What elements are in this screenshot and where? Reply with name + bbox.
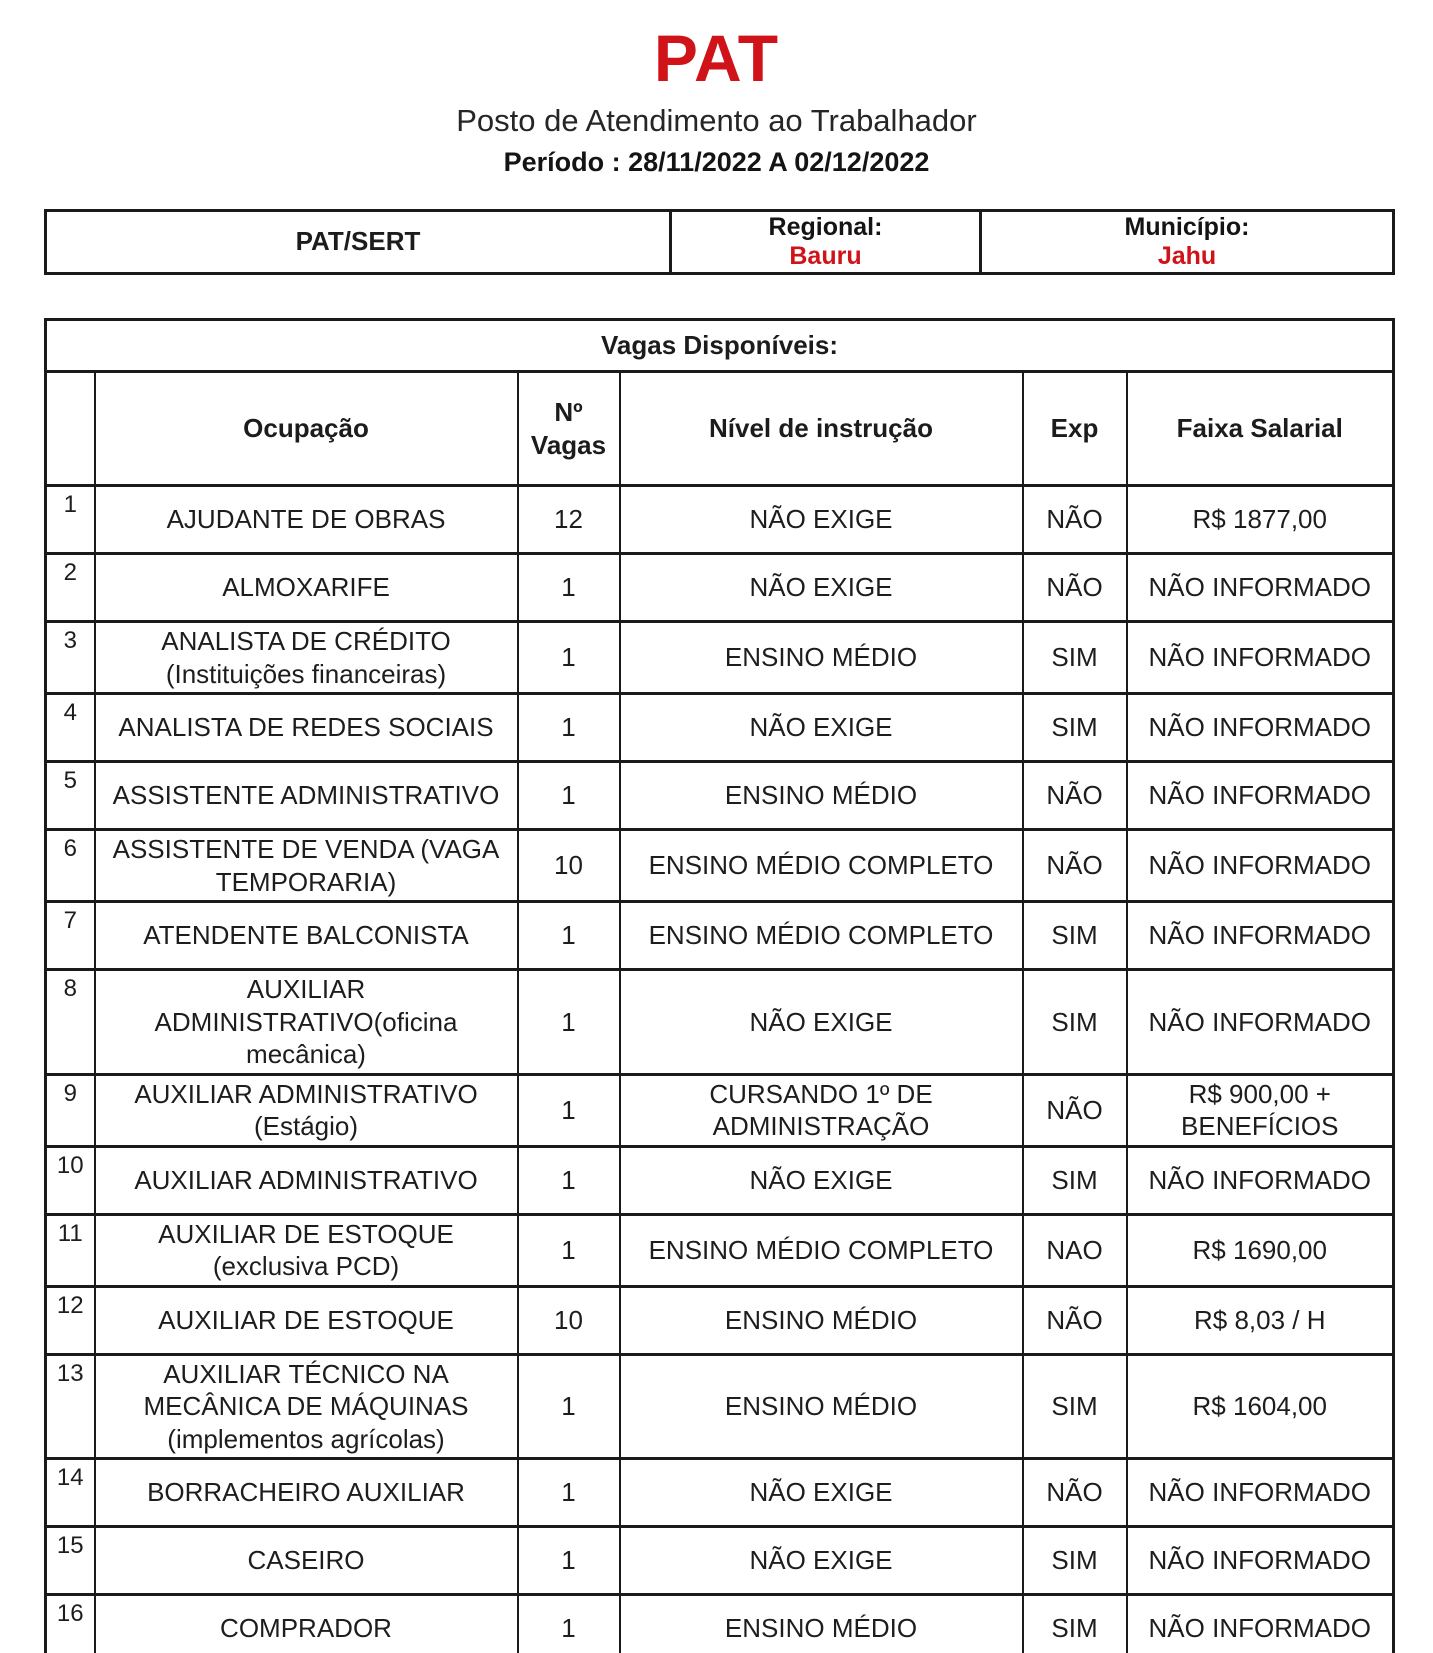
column-header-row bbox=[46, 372, 1394, 486]
vacancies-cell: 1 bbox=[518, 970, 620, 1075]
occupation-cell: AUXILIAR TÉCNICO NA MECÂNICA DE MÁQUINAS (implementos agrícolas) bbox=[95, 1354, 518, 1459]
row-number: 12 bbox=[46, 1286, 95, 1354]
education-cell: ENSINO MÉDIO bbox=[620, 1286, 1023, 1354]
occupation-cell: ANALISTA DE REDES SOCIAIS bbox=[95, 694, 518, 762]
experience-cell: SIM bbox=[1023, 694, 1127, 762]
education-cell: ENSINO MÉDIO COMPLETO bbox=[620, 902, 1023, 970]
col-header-ocupacao: Ocupação bbox=[95, 372, 518, 486]
salary-cell: NÃO INFORMADO bbox=[1127, 970, 1394, 1075]
col-header-faixa: Faixa Salarial bbox=[1127, 372, 1394, 486]
experience-cell: NÃO bbox=[1023, 762, 1127, 830]
row-number: 1 bbox=[46, 486, 95, 554]
table-row bbox=[46, 486, 1394, 554]
occupation-cell: COMPRADOR bbox=[95, 1595, 518, 1653]
education-cell: ENSINO MÉDIO bbox=[620, 622, 1023, 694]
experience-cell: NÃO bbox=[1023, 1074, 1127, 1146]
salary-cell: NÃO INFORMADO bbox=[1127, 694, 1394, 762]
salary-cell: NÃO INFORMADO bbox=[1127, 1527, 1394, 1595]
occupation-cell: AUXILIAR ADMINISTRATIVO bbox=[95, 1146, 518, 1214]
table-row bbox=[46, 970, 1394, 1075]
row-number: 2 bbox=[46, 554, 95, 622]
col-header-nivel: Nível de instrução bbox=[620, 372, 1023, 486]
occupation-cell: ALMOXARIFE bbox=[95, 554, 518, 622]
education-cell: ENSINO MÉDIO bbox=[620, 1354, 1023, 1459]
vacancies-cell: 1 bbox=[518, 694, 620, 762]
row-number: 9 bbox=[46, 1074, 95, 1146]
salary-cell: R$ 8,03 / H bbox=[1127, 1286, 1394, 1354]
table-row bbox=[46, 1595, 1394, 1653]
table-row bbox=[46, 694, 1394, 762]
education-cell: NÃO EXIGE bbox=[620, 694, 1023, 762]
row-number: 4 bbox=[46, 694, 95, 762]
experience-cell: SIM bbox=[1023, 1354, 1127, 1459]
table-row bbox=[46, 1074, 1394, 1146]
table-row bbox=[46, 762, 1394, 830]
vacancy-rows bbox=[46, 486, 1394, 1653]
municipio-value: Jahu bbox=[1157, 241, 1217, 270]
municipio-label: Município: bbox=[1124, 213, 1250, 241]
salary-cell: NÃO INFORMADO bbox=[1127, 830, 1394, 902]
occupation-cell: ANALISTA DE CRÉDITO (Instituições financeiras) bbox=[95, 622, 518, 694]
occupation-cell: ATENDENTE BALCONISTA bbox=[95, 902, 518, 970]
row-number: 14 bbox=[46, 1459, 95, 1527]
page-title: PAT bbox=[653, 21, 780, 95]
col-header-exp: Exp bbox=[1023, 372, 1127, 486]
row-number: 6 bbox=[46, 830, 95, 902]
vacancies-cell: 1 bbox=[518, 1074, 620, 1146]
municipio-cell bbox=[981, 211, 1394, 274]
vacancies-cell: 10 bbox=[518, 1286, 620, 1354]
row-number: 11 bbox=[46, 1214, 95, 1286]
salary-cell: NÃO INFORMADO bbox=[1127, 1146, 1394, 1214]
table-row bbox=[46, 1527, 1394, 1595]
vacancies-cell: 1 bbox=[518, 1214, 620, 1286]
experience-cell: NÃO bbox=[1023, 554, 1127, 622]
occupation-cell: AUXILIAR ADMINISTRATIVO (Estágio) bbox=[95, 1074, 518, 1146]
salary-cell: NÃO INFORMADO bbox=[1127, 622, 1394, 694]
education-cell: ENSINO MÉDIO bbox=[620, 1595, 1023, 1653]
table-row bbox=[46, 902, 1394, 970]
col-header-index bbox=[46, 372, 95, 486]
regional-value: Bauru bbox=[789, 241, 862, 270]
experience-cell: NÃO bbox=[1023, 1286, 1127, 1354]
pat-sert-cell: PAT/SERT bbox=[46, 211, 671, 274]
vacancies-cell: 1 bbox=[518, 622, 620, 694]
regional-cell bbox=[671, 211, 981, 274]
education-cell: NÃO EXIGE bbox=[620, 1146, 1023, 1214]
education-cell: CURSANDO 1º DE ADMINISTRAÇÃO bbox=[620, 1074, 1023, 1146]
occupation-cell: AUXILIAR ADMINISTRATIVO(oficina mecânica) bbox=[95, 970, 518, 1075]
vacancies-cell: 12 bbox=[518, 486, 620, 554]
vacancies-cell: 1 bbox=[518, 902, 620, 970]
education-cell: ENSINO MÉDIO COMPLETO bbox=[620, 830, 1023, 902]
experience-cell: NÃO bbox=[1023, 486, 1127, 554]
education-cell: NÃO EXIGE bbox=[620, 1459, 1023, 1527]
vacancies-cell: 1 bbox=[518, 554, 620, 622]
table-row bbox=[46, 1286, 1394, 1354]
occupation-cell: ASSISTENTE DE VENDA (VAGA TEMPORARIA) bbox=[95, 830, 518, 902]
page-subtitle: Posto de Atendimento ao Trabalhador bbox=[456, 103, 977, 139]
section-title: Vagas Disponíveis: bbox=[46, 320, 1394, 372]
experience-cell: SIM bbox=[1023, 902, 1127, 970]
table-row bbox=[46, 622, 1394, 694]
row-number: 15 bbox=[46, 1527, 95, 1595]
experience-cell: NÃO bbox=[1023, 1459, 1127, 1527]
table-row bbox=[46, 1354, 1394, 1459]
occupation-cell: AUXILIAR DE ESTOQUE (exclusiva PCD) bbox=[95, 1214, 518, 1286]
table-row bbox=[46, 1459, 1394, 1527]
vacancies-cell: 10 bbox=[518, 830, 620, 902]
occupation-cell: AJUDANTE DE OBRAS bbox=[95, 486, 518, 554]
experience-cell: SIM bbox=[1023, 622, 1127, 694]
row-number: 7 bbox=[46, 902, 95, 970]
experience-cell: NÃO bbox=[1023, 830, 1127, 902]
experience-cell: SIM bbox=[1023, 1146, 1127, 1214]
experience-cell: SIM bbox=[1023, 970, 1127, 1075]
experience-cell: SIM bbox=[1023, 1595, 1127, 1653]
info-table bbox=[44, 209, 1395, 275]
info-row bbox=[46, 211, 1394, 274]
vacancies-cell: 1 bbox=[518, 1354, 620, 1459]
education-cell: NÃO EXIGE bbox=[620, 1527, 1023, 1595]
regional-label: Regional: bbox=[768, 213, 883, 241]
col-header-vagas: Nº Vagas bbox=[518, 372, 620, 486]
table-row bbox=[46, 1214, 1394, 1286]
salary-cell: R$ 1690,00 bbox=[1127, 1214, 1394, 1286]
salary-cell: NÃO INFORMADO bbox=[1127, 902, 1394, 970]
vacancies-cell: 1 bbox=[518, 1595, 620, 1653]
education-cell: ENSINO MÉDIO bbox=[620, 762, 1023, 830]
occupation-cell: BORRACHEIRO AUXILIAR bbox=[95, 1459, 518, 1527]
education-cell: NÃO EXIGE bbox=[620, 554, 1023, 622]
row-number: 16 bbox=[46, 1595, 95, 1653]
vacancies-cell: 1 bbox=[518, 1527, 620, 1595]
education-cell: NÃO EXIGE bbox=[620, 486, 1023, 554]
salary-cell: R$ 900,00 + BENEFÍCIOS bbox=[1127, 1074, 1394, 1146]
experience-cell: SIM bbox=[1023, 1527, 1127, 1595]
vacancies-cell: 1 bbox=[518, 1146, 620, 1214]
row-number: 3 bbox=[46, 622, 95, 694]
table-row bbox=[46, 1146, 1394, 1214]
salary-cell: NÃO INFORMADO bbox=[1127, 1595, 1394, 1653]
row-number: 10 bbox=[46, 1146, 95, 1214]
table-row bbox=[46, 554, 1394, 622]
vacancies-cell: 1 bbox=[518, 1459, 620, 1527]
salary-cell: R$ 1604,00 bbox=[1127, 1354, 1394, 1459]
salary-cell: NÃO INFORMADO bbox=[1127, 762, 1394, 830]
period-line: Período : 28/11/2022 A 02/12/2022 bbox=[503, 147, 930, 178]
education-cell: NÃO EXIGE bbox=[620, 970, 1023, 1075]
experience-cell: NAO bbox=[1023, 1214, 1127, 1286]
salary-cell: NÃO INFORMADO bbox=[1127, 1459, 1394, 1527]
table-row bbox=[46, 830, 1394, 902]
occupation-cell: CASEIRO bbox=[95, 1527, 518, 1595]
row-number: 8 bbox=[46, 970, 95, 1075]
vacancies-table bbox=[44, 318, 1395, 1653]
row-number: 13 bbox=[46, 1354, 95, 1459]
row-number: 5 bbox=[46, 762, 95, 830]
document-header bbox=[0, 0, 1433, 178]
occupation-cell: AUXILIAR DE ESTOQUE bbox=[95, 1286, 518, 1354]
salary-cell: R$ 1877,00 bbox=[1127, 486, 1394, 554]
occupation-cell: ASSISTENTE ADMINISTRATIVO bbox=[95, 762, 518, 830]
vacancies-cell: 1 bbox=[518, 762, 620, 830]
salary-cell: NÃO INFORMADO bbox=[1127, 554, 1394, 622]
education-cell: ENSINO MÉDIO COMPLETO bbox=[620, 1214, 1023, 1286]
section-title-row bbox=[46, 320, 1394, 372]
